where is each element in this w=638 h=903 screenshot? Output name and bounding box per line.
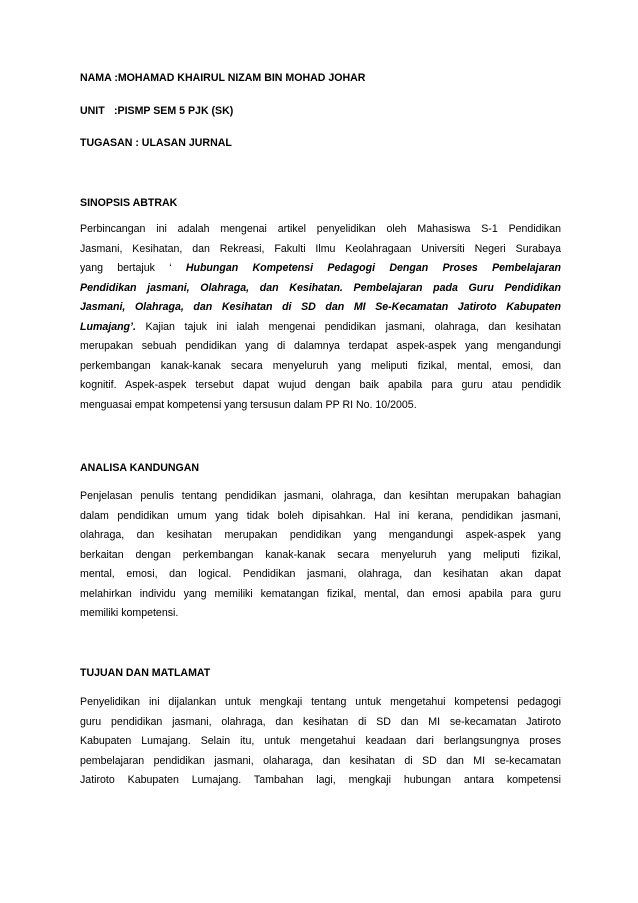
paragraph-line: pembelajaran pendidikan jasmani, olaharaga, dan kesihatan di SD dan MI se-kecamatan [80,754,561,767]
tujuan-heading: TUJUAN DAN MATLAMAT [80,667,211,679]
paragraph-text: Kajian tajuk ini ialah mengenai pendidikan jasmani, olahraga, dan kesihatan [135,320,561,333]
paragraph-line: Perbincangan ini adalah mengenai artikel penyelidikan oleh Mahasiswa S-1 Pendidikan [80,223,561,235]
tujuan-paragraph [80,693,561,791]
paragraph-line: mental, emosi, dan logical. Pendidikan jasmani, olahraga, dan kesihatan akan dapat [80,568,561,580]
analisa-heading: ANALISA KANDUNGAN [80,462,200,474]
unit-label: UNIT [80,105,105,117]
paragraph-line: memiliki kompetensi. [80,607,179,619]
article-title-part: Lumajang’. [80,320,136,333]
paragraph-line: Penyelidikan ini dijalankan untuk mengkaji tentang untuk mengetahui kompetensi pedagogi [80,696,561,708]
paragraph-line: melahirkan individu yang memiliki kematangan fizikal, mental, dan emosi apabila para guru [80,587,561,600]
sinopsis-paragraph [80,220,561,415]
article-title-part: Hubungan Kompetensi Pedagogi Dengan Proses Pembelajaran [185,262,561,274]
analisa-paragraph [80,487,561,624]
paragraph-line [80,259,561,279]
unit-line [80,105,233,117]
paragraph-line [80,318,561,338]
paragraph-line: kognitif. Aspek-aspek tersebut dapat wujud dengan baik apabila para guru atau pendidik [80,379,561,391]
paragraph-line: Penjelasan penulis tentang pendidikan jasmani, olahraga, dan kesihtan merupakan bahagian [80,490,561,502]
paragraph-line: dalam pendidikan umum yang tidak boleh dipisahkan. Hal ini kerana, pendidikan jasmani, [80,509,561,522]
paragraph-line: berkaitan dengan perkembangan kanak-kanak secara menyeluruh yang meliputi fizikal, [80,548,561,561]
paragraph-line: guru pendidikan jasmani, olahraga, dan kesihatan di SD dan MI se-kecamatan Jatiroto [80,715,561,728]
assignment-title: TUGASAN : ULASAN JURNAL [80,137,232,149]
sinopsis-heading: SINOPSIS ABTRAK [80,197,178,209]
article-title-part: Pendidikan jasmani, Olahraga, dan Kesihatan. Pembelajaran pada Guru Pendidikan [80,281,561,294]
paragraph-line: merupakan sebuah pendidikan yang di dalamnya terdapat aspek-aspek yang mengandungi [80,340,561,352]
paragraph-line: Jatiroto Kabupaten Lumajang. Tambahan lagi, mengkaji hubungan antara kompetensi [80,774,561,786]
paragraph-line: Jasmani, Kesihatan, dan Rekreasi, Fakulti Ilmu Keolahragaan Universiti Negeri Surabaya [80,242,561,255]
paragraph-line: Kabupaten Lumajang. Selain itu, untuk mengetahui keadaan dari berlangsungnya proses [80,735,561,747]
article-title-part: Jasmani, Olahraga, dan Kesihatan di SD dan MI Se-Kecamatan Jatiroto Kabupaten [80,301,561,313]
paragraph-line: perkembangan kanak-kanak secara menyeluruh yang meliputi fizikal, mental, emosi, dan [80,359,561,372]
paragraph-line: olahraga, dan kesihatan merupakan pendidikan yang mengandungi aspek-aspek yang [80,529,561,541]
student-name: NAMA :MOHAMAD KHAIRUL NIZAM BIN MOHAD JOHAR [80,72,366,84]
title-intro: yang bertajuk ‘ [80,262,186,274]
paragraph-line: menguasai empat kompetensi yang tersusun dalam PP RI No. 10/2005. [80,398,417,411]
unit-value: :PISMP SEM 5 PJK (SK) [114,105,234,117]
